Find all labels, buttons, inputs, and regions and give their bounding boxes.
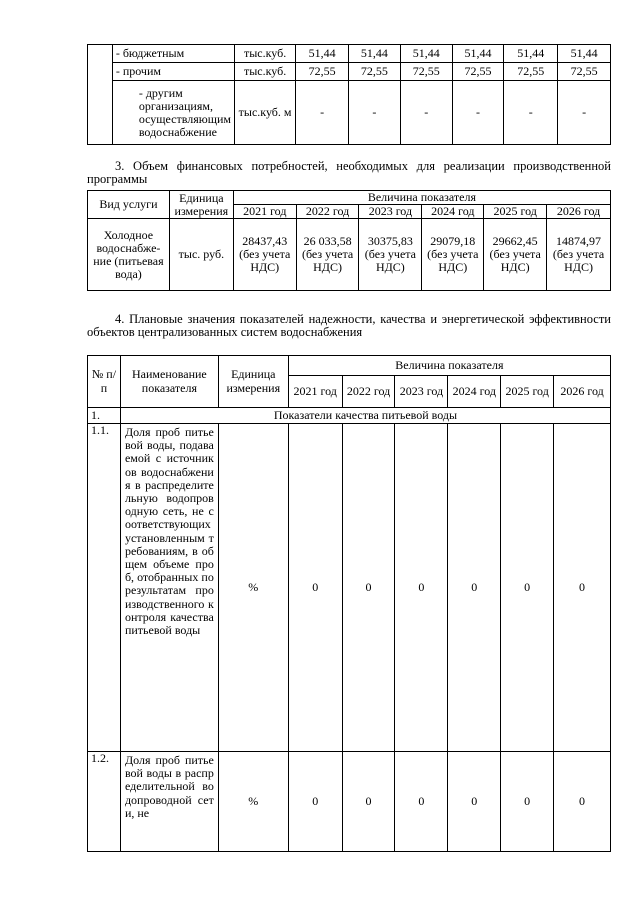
header-year: 2022 год: [342, 376, 395, 408]
header-year: 2023 год: [359, 205, 422, 219]
header-year: 2026 год: [547, 205, 611, 219]
header-year: 2021 год: [233, 205, 296, 219]
table-row: [88, 424, 611, 752]
row-unit: тыс.куб.: [234, 45, 295, 63]
value-cell: -: [452, 81, 504, 145]
value-cell: 0: [342, 752, 395, 852]
unit-cell: тыс. руб.: [169, 219, 233, 291]
value-cell: 0: [288, 752, 342, 852]
header-year: 2023 год: [395, 376, 448, 408]
service-cell: Холодное водоснабже-ние (питьевая вода): [88, 219, 170, 291]
financial-needs-table: [87, 190, 611, 291]
row-unit: тыс.куб.: [234, 63, 295, 81]
header-year: 2021 год: [288, 376, 342, 408]
value-cell: 72,55: [348, 63, 400, 81]
value-cell: 72,55: [504, 63, 558, 81]
value-cell: 0: [554, 424, 611, 752]
row-label: - бюджетным: [112, 45, 234, 63]
value-cell: 14874,97 (без учета НДС): [547, 219, 611, 291]
value-cell: 0: [288, 424, 342, 752]
value-cell: 28437,43 (без учета НДС): [233, 219, 296, 291]
unit-cell: %: [218, 752, 288, 852]
value-cell: 0: [395, 424, 448, 752]
header-year: 2024 год: [422, 205, 484, 219]
value-cell: 29662,45 (без учета НДС): [484, 219, 547, 291]
row-label: - другим организациям, осуществляющим водоснабжение: [112, 81, 234, 145]
value-cell: 0: [501, 752, 554, 852]
value-cell: 51,44: [400, 45, 452, 63]
header-value: Величина показателя: [233, 191, 610, 205]
value-cell: 51,44: [558, 45, 611, 63]
row-unit: тыс.куб. м: [234, 81, 295, 145]
indicator-name: Доля проб питьевой воды, подаваемой с источников водоснабжения в распределительную водопроводную сеть, не соответствующих установленным требованиям, в общем объеме проб, отобранных по результатам производственного контроля качества питьевой воды: [120, 424, 218, 752]
header-service: Вид услуги: [88, 191, 170, 219]
value-cell: -: [400, 81, 452, 145]
header-unit: Единица измерения: [218, 356, 288, 408]
table-header-row: [88, 191, 611, 205]
row-num: 1.1.: [88, 424, 121, 752]
value-cell: 72,55: [296, 63, 349, 81]
value-cell: 51,44: [296, 45, 349, 63]
value-cell: 30375,83 (без учета НДС): [359, 219, 422, 291]
value-cell: 0: [554, 752, 611, 852]
value-cell: -: [504, 81, 558, 145]
value-cell: -: [558, 81, 611, 145]
header-unit: Единица измерения: [169, 191, 233, 219]
group-title: Показатели качества питьевой воды: [120, 408, 610, 424]
header-value: Величина показателя: [288, 356, 610, 376]
header-year: 2025 год: [484, 205, 547, 219]
unit-cell: %: [218, 424, 288, 752]
empty-cell: [88, 45, 113, 145]
table-row: [88, 63, 611, 81]
header-year: 2025 год: [501, 376, 554, 408]
value-cell: 0: [395, 752, 448, 852]
value-cell: 72,55: [400, 63, 452, 81]
value-cell: -: [348, 81, 400, 145]
value-cell: 0: [342, 424, 395, 752]
header-name: Наименование показателя: [120, 356, 218, 408]
value-cell: 51,44: [452, 45, 504, 63]
table-row: [88, 219, 611, 291]
group-num: 1.: [88, 408, 121, 424]
value-cell: -: [296, 81, 349, 145]
value-cell: 0: [448, 424, 501, 752]
value-cell: 0: [448, 752, 501, 852]
table-row: [88, 752, 611, 852]
row-num: 1.2.: [88, 752, 121, 852]
quality-indicators-table: [87, 355, 611, 852]
value-cell: 72,55: [558, 63, 611, 81]
water-volume-table: [87, 44, 611, 145]
header-year: 2026 год: [554, 376, 611, 408]
value-cell: 29079,18 (без учета НДС): [422, 219, 484, 291]
header-year: 2024 год: [448, 376, 501, 408]
table-row: [88, 45, 611, 63]
value-cell: 26 033,58 (без учета НДС): [296, 219, 359, 291]
indicator-name: Доля проб питьевой воды в распределительной водопроводной сети, не: [120, 752, 218, 852]
row-label: - прочим: [112, 63, 234, 81]
group-row: [88, 408, 611, 424]
header-year: 2022 год: [296, 205, 359, 219]
header-num: № п/п: [88, 356, 121, 408]
table-row: [88, 81, 611, 145]
table-header-row: [88, 356, 611, 376]
value-cell: 51,44: [504, 45, 558, 63]
value-cell: 0: [501, 424, 554, 752]
value-cell: 72,55: [452, 63, 504, 81]
section-3-heading: 3. Объем финансовых потребностей, необходимых для реализации производственной программы: [87, 159, 611, 186]
section-4-heading: 4. Плановые значения показателей надежности, качества и энергетической эффективности объектов централизованных систем водоснабжения: [87, 312, 611, 339]
value-cell: 51,44: [348, 45, 400, 63]
